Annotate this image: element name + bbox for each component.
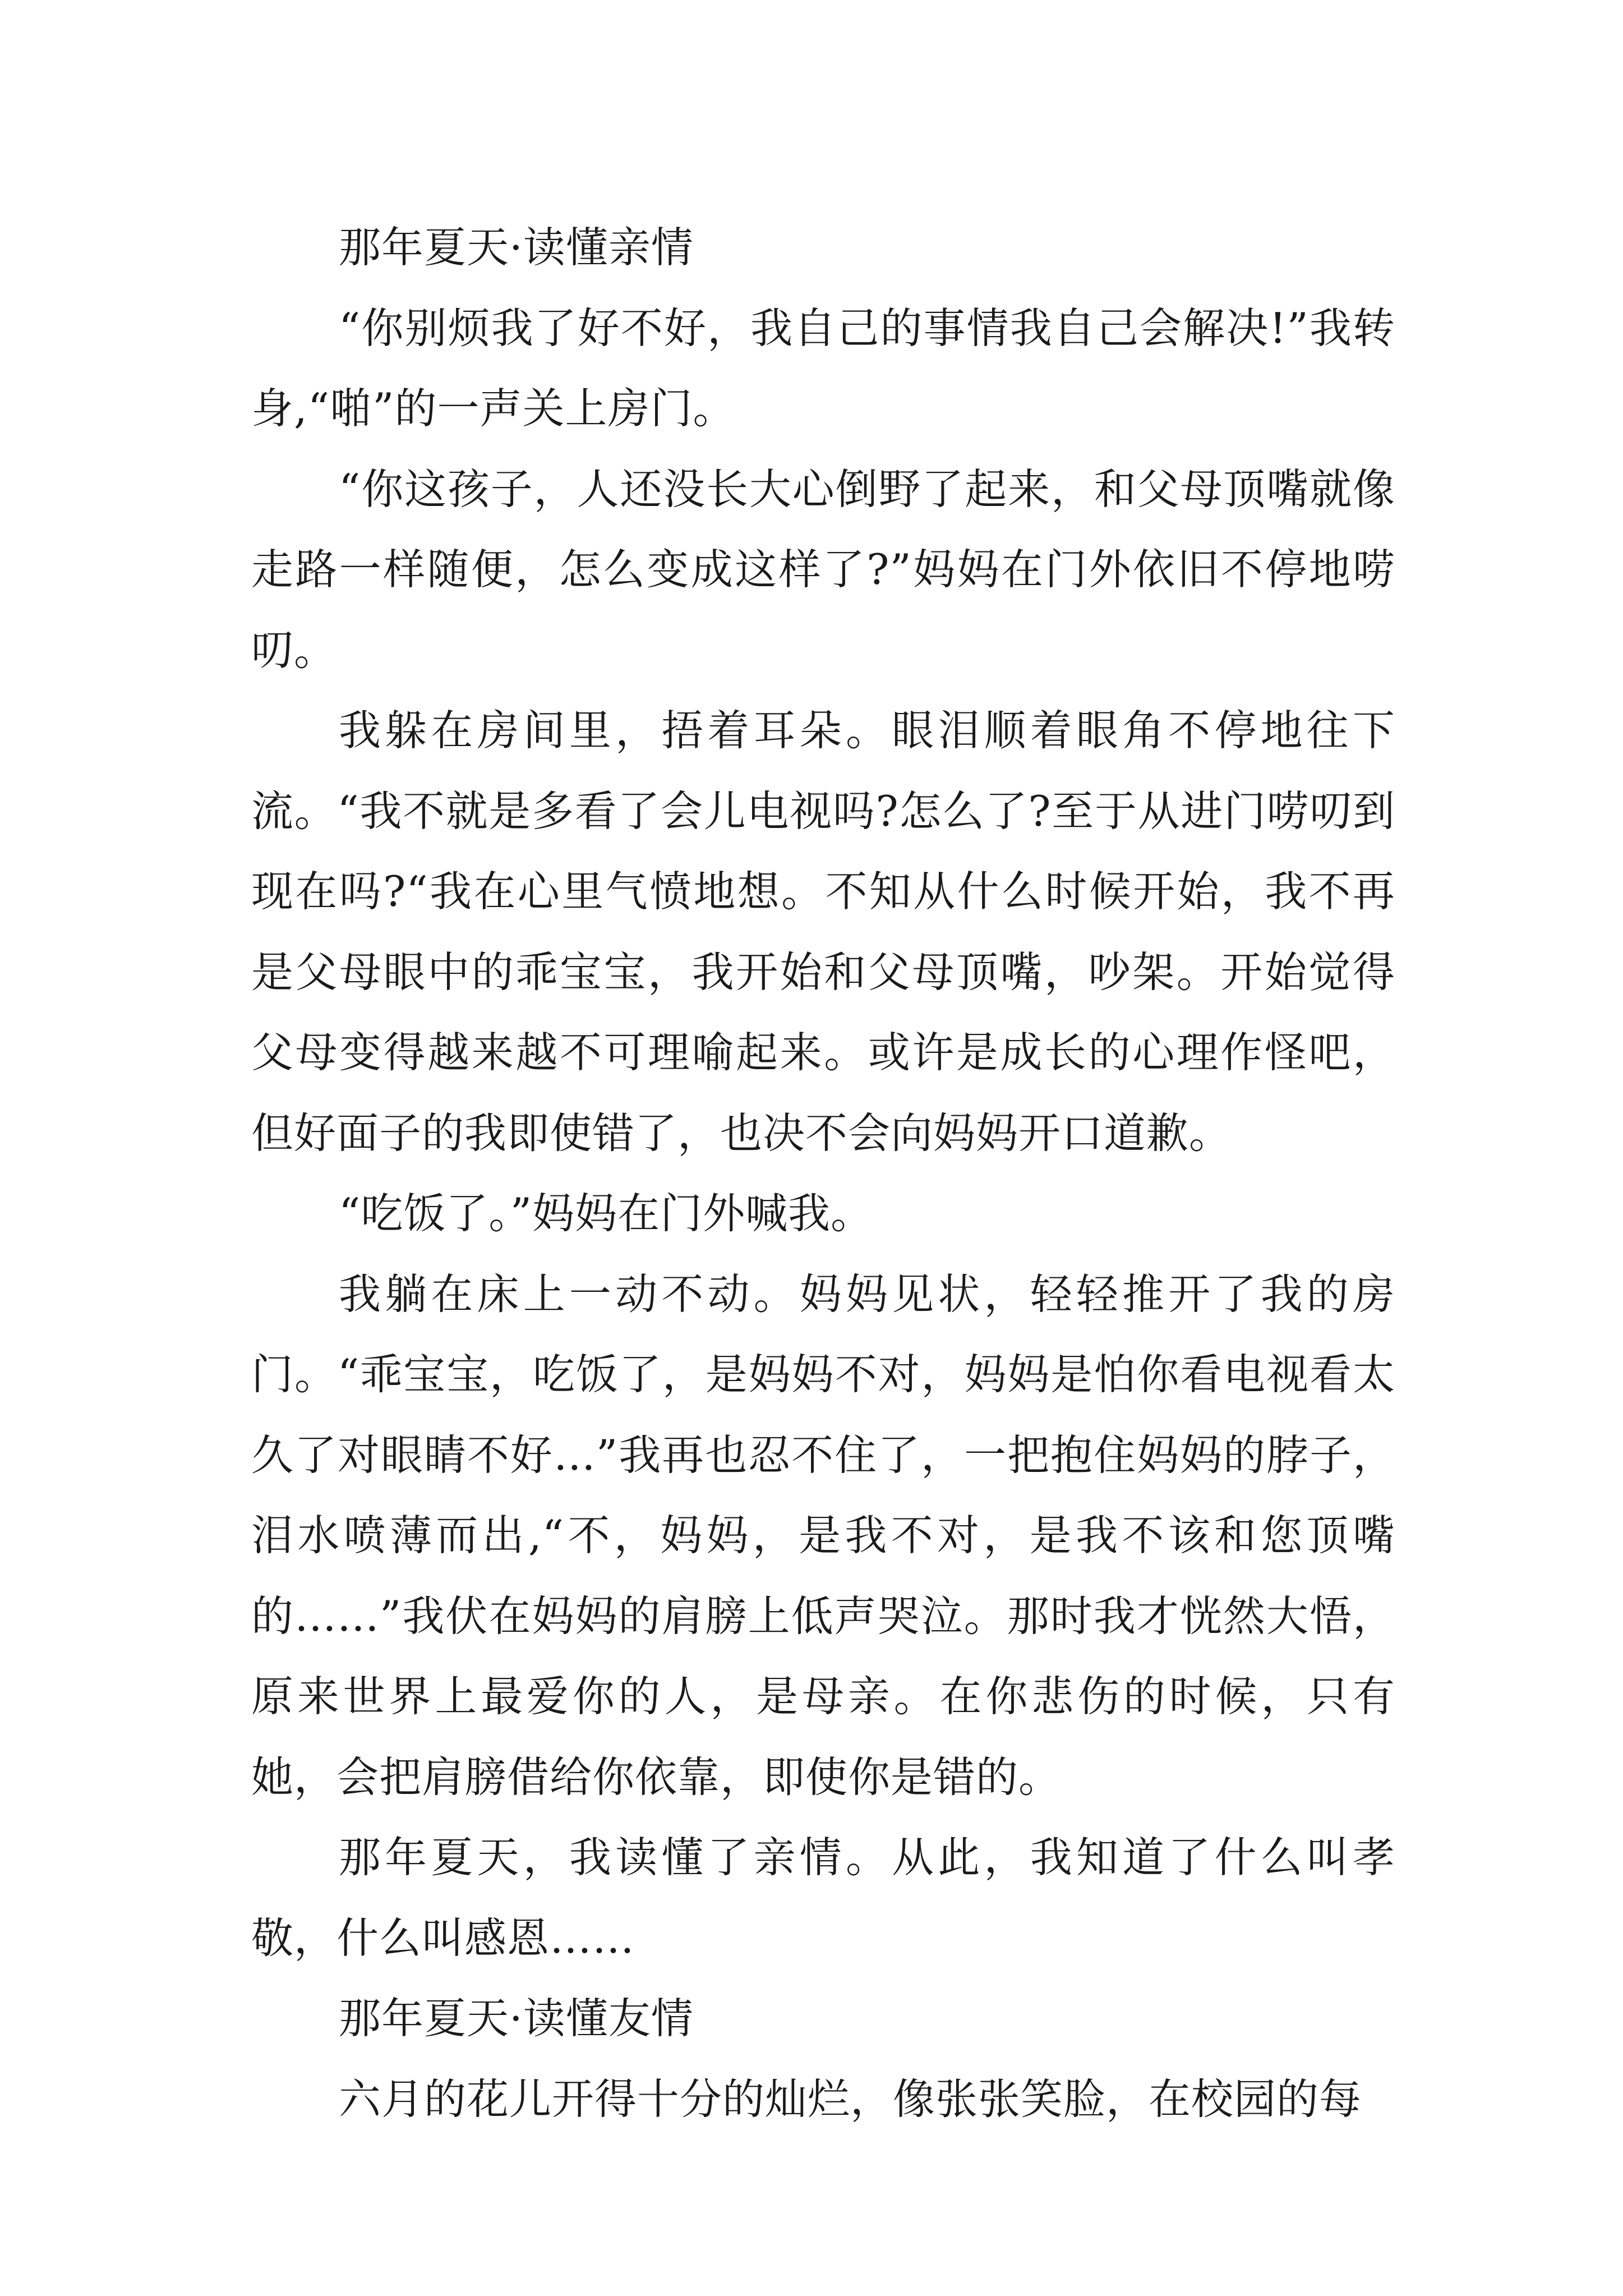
paragraph: “你别烦我了好不好，我自己的事情我自己会解决!”我转身,“啪”的一声关上房门。 <box>251 303 1395 433</box>
paragraph: 六月的花儿开得十分的灿烂，像张张笑脸，在校园的每 <box>339 2074 1362 2124</box>
section-title-family: 那年夏天·读懂亲情 <box>339 223 694 272</box>
paragraph: “你这孩子，人还没长大心倒野了起来，和父母顶嘴就像走路一样随便，怎么变成这样了?”妈妈在门外依旧不停地唠叨。 <box>251 464 1395 675</box>
paragraph: 那年夏天，我读懂了亲情。从此，我知道了什么叫孝敬，什么叫感恩…… <box>251 1833 1395 1963</box>
section-title-friendship: 那年夏天·读懂友情 <box>339 1994 694 2043</box>
paragraph: “吃饭了。”妈妈在门外喊我。 <box>339 1189 874 1238</box>
paragraph: 我躲在房间里，捂着耳朵。眼泪顺着眼角不停地往下流。“我不就是多看了会儿电视吗?怎么了?至于从进门唠叨到现在吗?“我在心里气愤地想。不知从什么时候开始，我不再是父母眼中的乖宝宝，我开始和父母顶嘴，吵架。开始觉得父母变得越来越不可理喻起来。或许是成长的心理作怪吧，但好面子的我即使错了，也决不会向妈妈开口道歉。 <box>251 706 1395 1158</box>
paragraph: 我躺在床上一动不动。妈妈见状，轻轻推开了我的房门。“乖宝宝，吃饭了，是妈妈不对，妈妈是怕你看电视看太久了对眼睛不好…”我再也忍不住了，一把抱住妈妈的脖子，泪水喷薄而出,“不，妈妈，是我不对，是我不该和您顶嘴的……”我伏在妈妈的肩膀上低声哭泣。那时我才恍然大悟，原来世界上最爱你的人，是母亲。在你悲伤的时候，只有她，会把肩膀借给你依靠，即使你是错的。 <box>251 1269 1395 1802</box>
document-body <box>251 208 1395 2139</box>
